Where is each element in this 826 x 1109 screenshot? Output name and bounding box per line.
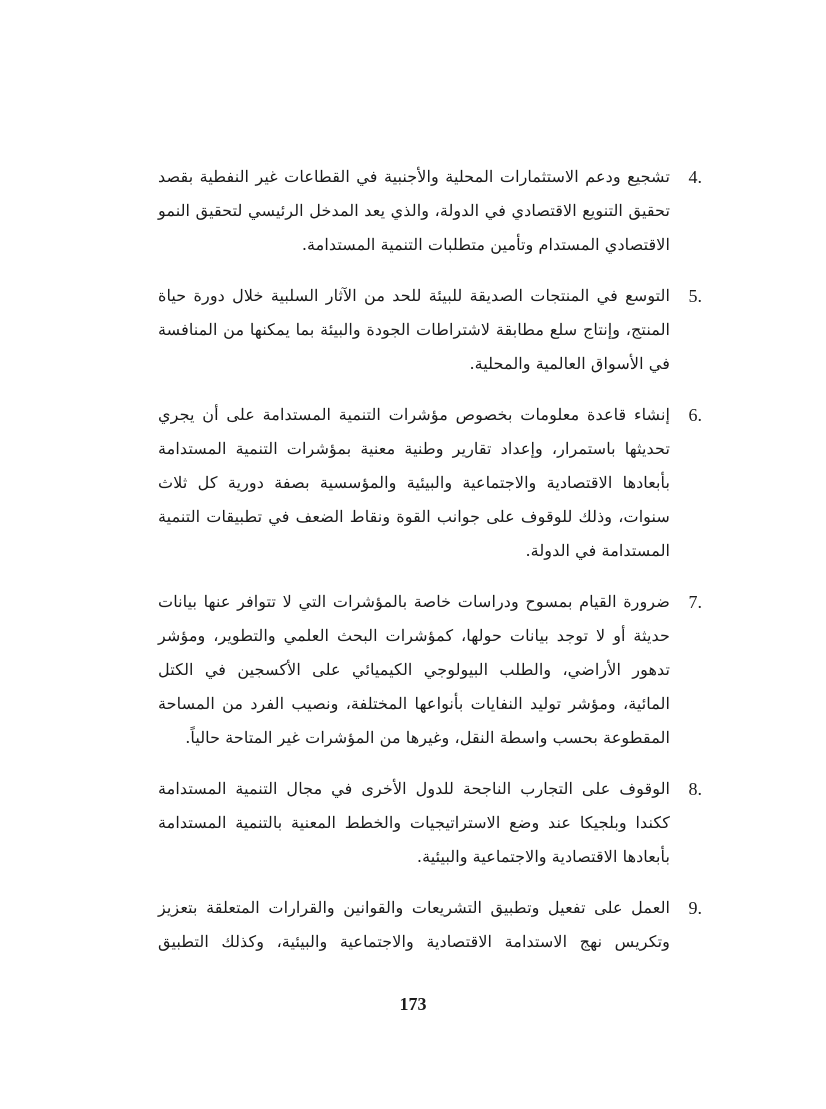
item-number: 5. <box>688 286 702 306</box>
list-item <box>158 160 702 262</box>
list-item <box>158 279 702 381</box>
list-item <box>158 772 702 874</box>
page-number: 173 <box>399 994 427 1014</box>
item-text: العمل على تفعيل وتطبيق التشريعات والقوانين والقرارات المتعلقة بتعزيز وتكريس نهج الاستدامة الاقتصادية والاجتماعية والبيئية، وكذلك التطبيق <box>158 898 670 951</box>
item-number: 7. <box>688 592 702 612</box>
item-number: 6. <box>688 405 702 425</box>
item-text: الوقوف على التجارب الناجحة للدول الأخرى في مجال التنمية المستدامة ككندا وبلجيكا عند وضع الاستراتيجيات والخطط المعنية بالتنمية المستدامة بأبعادها الاقتصادية والاجتماعية والبيئية. <box>158 779 670 866</box>
recommendations-list <box>158 160 702 976</box>
item-number: 9. <box>688 898 702 918</box>
item-text: التوسع في المنتجات الصديقة للبيئة للحد من الآثار السلبية خلال دورة حياة المنتج، وإنتاج سلع مطابقة لاشتراطات الجودة والبيئة بما يمكنها من المنافسة في الأسواق العالمية والمحلية. <box>158 286 670 373</box>
item-text: تشجيع ودعم الاستثمارات المحلية والأجنبية في القطاعات غير النفطية بقصد تحقيق التنويع الاقتصادي في الدولة، والذي يعد المدخل الرئيسي لتحقيق النمو الاقتصادي المستدام وتأمين متطلبات التنمية المستدامة. <box>158 167 670 254</box>
item-text: ضرورة القيام بمسوح ودراسات خاصة بالمؤشرات التي لا تتوافر عنها بيانات حديثة أو لا توجد بيانات حولها، كمؤشرات البحث العلمي والتطوير، ومؤشر تدهور الأراضي، والطلب البيولوجي الكيميائي على الأكسجين في الكتل المائية، ومؤشر توليد النفايات بأنواعها المختلفة، ونصيب الفرد من المساحة المقطوعة بحسب واسطة النقل، وغيرها من المؤشرات غير المتاحة حالياً. <box>158 592 670 747</box>
item-text: إنشاء قاعدة معلومات بخصوص مؤشرات التنمية المستدامة على أن يجري تحديثها باستمرار، وإعداد تقارير وطنية معنية بمؤشرات التنمية المستدامة بأبعادها الاقتصادية والاجتماعية والبيئية والمؤسسية بصفة دورية كل ثلاث سنوات، وذلك للوقوف على جوانب القوة ونقاط الضعف في تطبيقات التنمية المستدامة في الدولة. <box>158 405 670 560</box>
item-number: 8. <box>688 779 702 799</box>
item-number: 4. <box>688 167 702 187</box>
list-item <box>158 585 702 755</box>
list-item <box>158 398 702 568</box>
list-item <box>158 891 702 959</box>
